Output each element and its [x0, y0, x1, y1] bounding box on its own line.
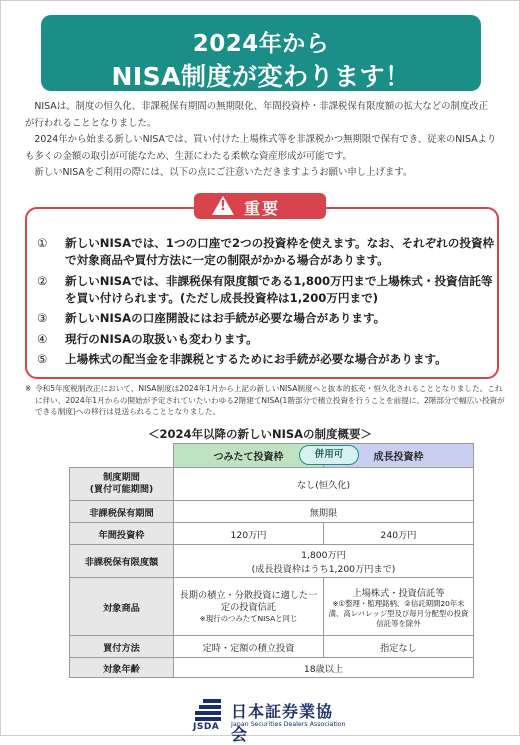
- method-growth: 指定なし: [324, 636, 474, 658]
- table-row: [70, 658, 474, 678]
- row-label-period: 制度期間 (買付可能期間): [70, 468, 174, 501]
- nisa-overview-table: [69, 443, 474, 678]
- intro-text: [25, 99, 497, 182]
- logo-name: 日本証券業協会: [231, 702, 334, 744]
- footnote: [25, 383, 509, 418]
- footnote-text: 令和5年度税制改正において、NISA制度は2024年1月から上記の新しいNISA制度へと抜本的拡充・恒久化されることとなりました。これに伴い、2024年1月からの開始が予定されていたいわゆる2階建てNISA(1階部分で積立投資を行うことを前提に、2階部分で幅広い投資ができる制度)への移行は見送られることとなりました。: [35, 384, 505, 416]
- row-label-annual: 年間投資枠: [70, 523, 174, 545]
- item-text: 新しいNISAの口座開設にはお手続が必要な場合があります。: [65, 311, 386, 325]
- logo-abbr: JSDA: [193, 722, 220, 732]
- jsda-mark-icon: [193, 697, 227, 723]
- table-row: [70, 545, 474, 578]
- limit-note: (成長投資枠はうち1,200万円まで): [251, 564, 396, 575]
- table-row: [70, 501, 474, 523]
- product-tsumitate: 長期の積立・分散投資に適した一定の投資信託: [179, 589, 318, 613]
- table-row: [70, 523, 474, 545]
- intro-paragraph-1: NISAは、制度の恒久化、非課税保有期間の無期限化、年間投資枠・非課税保有限度額の拡大などの制度改正が行われることとなりました。: [25, 101, 488, 129]
- title-line-1: 2024年から: [192, 31, 330, 57]
- product-tsumitate-note: ※現行のつみたてNISAと同じ: [199, 613, 298, 623]
- row-label-age: 対象年齢: [70, 658, 174, 678]
- intro-paragraph-2: 2024年から始まる新しいNISAでは、買い付けた上場株式等を非課税かつ無期限で保有でき、従来のNISAよりも多くの金額の取引が可能なため、生涯にわたる柔軟な資産形成が可能です。: [25, 134, 497, 162]
- product-growth-cell: [324, 578, 474, 636]
- combinable-badge: 併用可: [299, 445, 359, 465]
- holding-value: 無期限: [174, 501, 474, 523]
- table-row: [70, 636, 474, 658]
- product-tsumitate-cell: [174, 578, 324, 636]
- jsda-logo: [193, 697, 346, 744]
- title-line-2: NISA制度が変わります！: [111, 62, 411, 91]
- important-label: 重要: [244, 199, 281, 218]
- title-banner: [41, 15, 481, 91]
- item-text: 新しいNISAでは、非課税保有限度額である1,800万円まで上場株式・投資信託等を買い付けられます。(ただし成長投資枠は1,200万円まで): [65, 273, 493, 305]
- item-text: 上場株式の配当金を非課税とするためにお手続が必要な場合があります。: [65, 352, 447, 366]
- item-number: ③: [37, 311, 48, 325]
- important-list: [37, 235, 497, 372]
- item-text: 新しいNISAでは、1つの口座で2つの投資枠を使えます。なお、それぞれの投資枠で対象商品や買付方法に一定の制限がかかる場合があります。: [65, 236, 495, 267]
- header-growth: 成長投資枠: [324, 444, 474, 468]
- annual-tsumitate: 120万円: [174, 523, 324, 545]
- table-header-row: [70, 444, 474, 468]
- warning-icon: !: [212, 196, 234, 215]
- product-growth: 上場株式・投資信託等: [352, 587, 445, 599]
- row-label-product: 対象商品: [70, 578, 174, 636]
- footnote-mark: ※: [25, 384, 32, 393]
- item-number: ②: [37, 273, 48, 288]
- intro-paragraph-3: 新しいNISAをご利用の際には、以下の点にご注意いただきますようお願い申し上げます。: [34, 167, 413, 178]
- header-blank-cell: [70, 444, 174, 468]
- important-item-4: [37, 331, 497, 348]
- limit-value: 1,800万円: [301, 550, 346, 561]
- item-number: ④: [37, 331, 48, 346]
- important-item-1: [37, 235, 497, 269]
- logo-english: Japan Securities Dealers Association: [231, 721, 346, 728]
- limit-value-cell: [174, 545, 474, 578]
- document-frame: [11, 7, 509, 744]
- period-value: なし(恒久化): [174, 468, 474, 501]
- item-number: ⑤: [37, 352, 48, 366]
- product-growth-note: ※①整理・監理銘柄、②信託期間20年未満、高レバレッジ型及び毎月分配型の投資信託等を除外: [328, 598, 469, 628]
- important-tab: [194, 193, 326, 219]
- item-text: 現行のNISAの取扱いも変わります。: [65, 331, 258, 346]
- row-label-method: 買付方法: [70, 636, 174, 658]
- important-item-5: [37, 351, 497, 368]
- important-item-3: [37, 310, 497, 327]
- row-label-limit: 非課税保有限度額: [70, 545, 174, 578]
- table-row: [70, 578, 474, 636]
- table-row: [70, 468, 474, 501]
- method-tsumitate: 定時・定額の積立投資: [174, 636, 324, 658]
- important-item-2: [37, 273, 497, 307]
- annual-growth: 240万円: [324, 523, 474, 545]
- header-tsumitate: つみたて投資枠: [174, 444, 324, 468]
- age-value: 18歳以上: [174, 658, 474, 678]
- row-label-holding: 非課税保有期間: [70, 501, 174, 523]
- item-number: ①: [37, 236, 48, 250]
- table-title: ＜2024年以降の新しいNISAの制度概要＞: [147, 427, 373, 441]
